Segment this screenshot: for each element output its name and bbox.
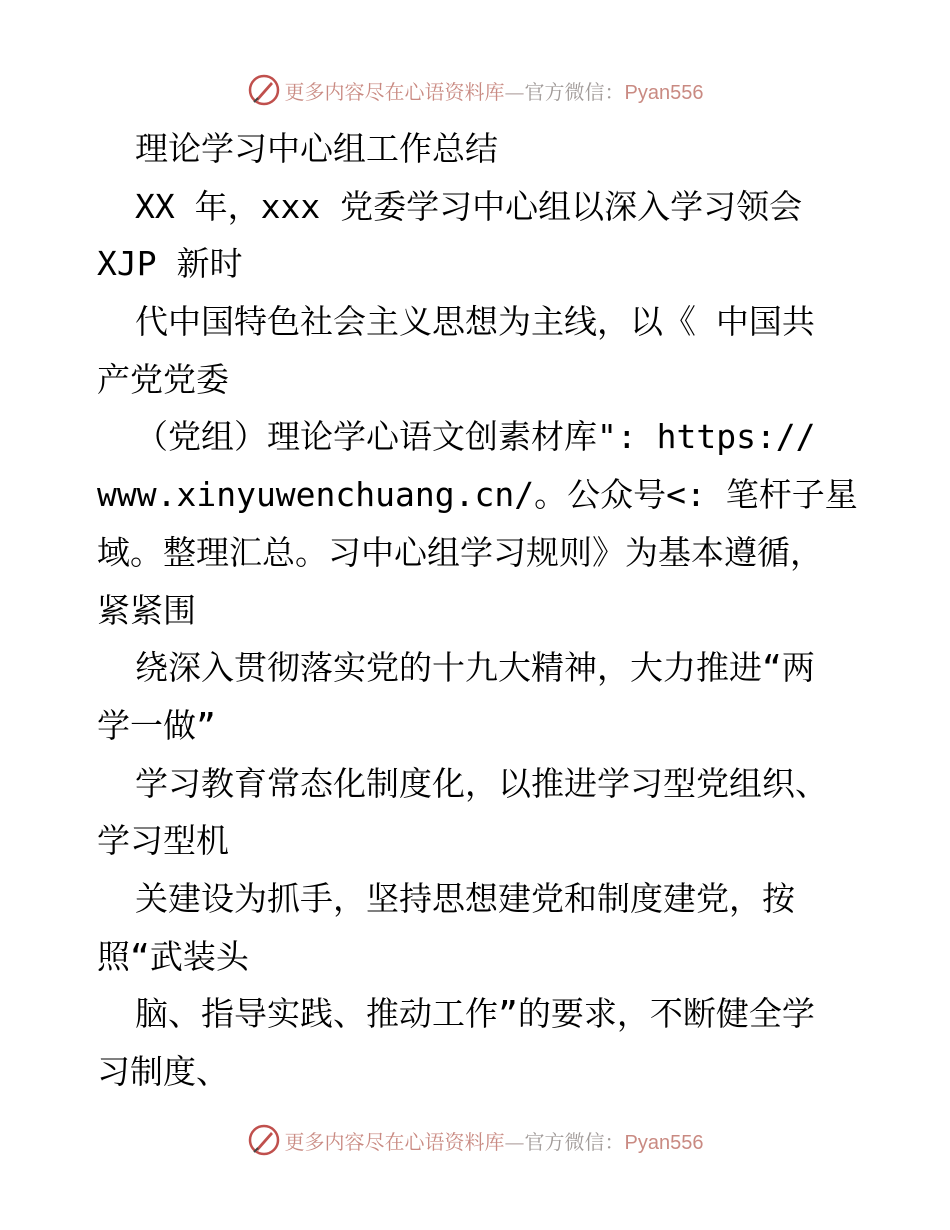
- text-line: 关建设为抓手，坚持思想建党和制度建党，按: [135, 878, 795, 918]
- quill-logo-icon: [247, 73, 281, 107]
- header-banner: [0, 70, 950, 110]
- banner-wechat-label: 官方微信：: [524, 1129, 625, 1154]
- banner-wechat-id: Pyan556: [624, 81, 704, 104]
- text-line: 学习教育常态化制度化，以推进学习型党组织、: [135, 763, 828, 803]
- text-line: 代中国特色社会主义思想为主线，以《 中国共: [135, 302, 815, 342]
- quill-logo-icon: [247, 1123, 281, 1157]
- text-line: 学一做”: [97, 705, 216, 745]
- banner-text: [285, 1126, 704, 1155]
- text-line: 理论学习中心组工作总结: [135, 129, 498, 168]
- text-line: www.xinyuwenchuang.cn/。公众号<: 笔杆子星: [97, 475, 858, 515]
- text-line: 学习型机: [97, 821, 229, 861]
- text-line: 紧紧围: [97, 590, 196, 630]
- banner-separator: —: [504, 79, 525, 104]
- banner-wechat-id: Pyan556: [624, 1131, 704, 1154]
- document-body: [97, 120, 857, 1101]
- text-line: 习制度、: [97, 1052, 229, 1091]
- banner-main-text: 更多内容尽在心语资料库: [284, 1129, 505, 1154]
- text-line: XX 年，xxx 党委学习中心组以深入学习领会: [135, 186, 803, 226]
- text-line: 产党党委: [97, 359, 229, 399]
- banner-text: [285, 76, 704, 105]
- text-line: 脑、指导实践、推动工作”的要求，不断健全学: [135, 994, 815, 1034]
- text-line: 域。整理汇总。习中心组学习规则》为基本遵循，: [97, 532, 823, 572]
- text-line: XJP 新时: [97, 244, 243, 284]
- text-line: 绕深入贯彻落实党的十九大精神，大力推进“两: [135, 648, 815, 688]
- banner-wechat-label: 官方微信：: [524, 79, 625, 104]
- banner-main-text: 更多内容尽在心语资料库: [284, 79, 505, 104]
- footer-banner: [0, 1120, 950, 1160]
- banner-separator: —: [504, 1129, 525, 1154]
- text-line: （党组）理论学心语文创素材库": https://: [135, 417, 816, 457]
- text-line: 照“武装头: [97, 936, 249, 976]
